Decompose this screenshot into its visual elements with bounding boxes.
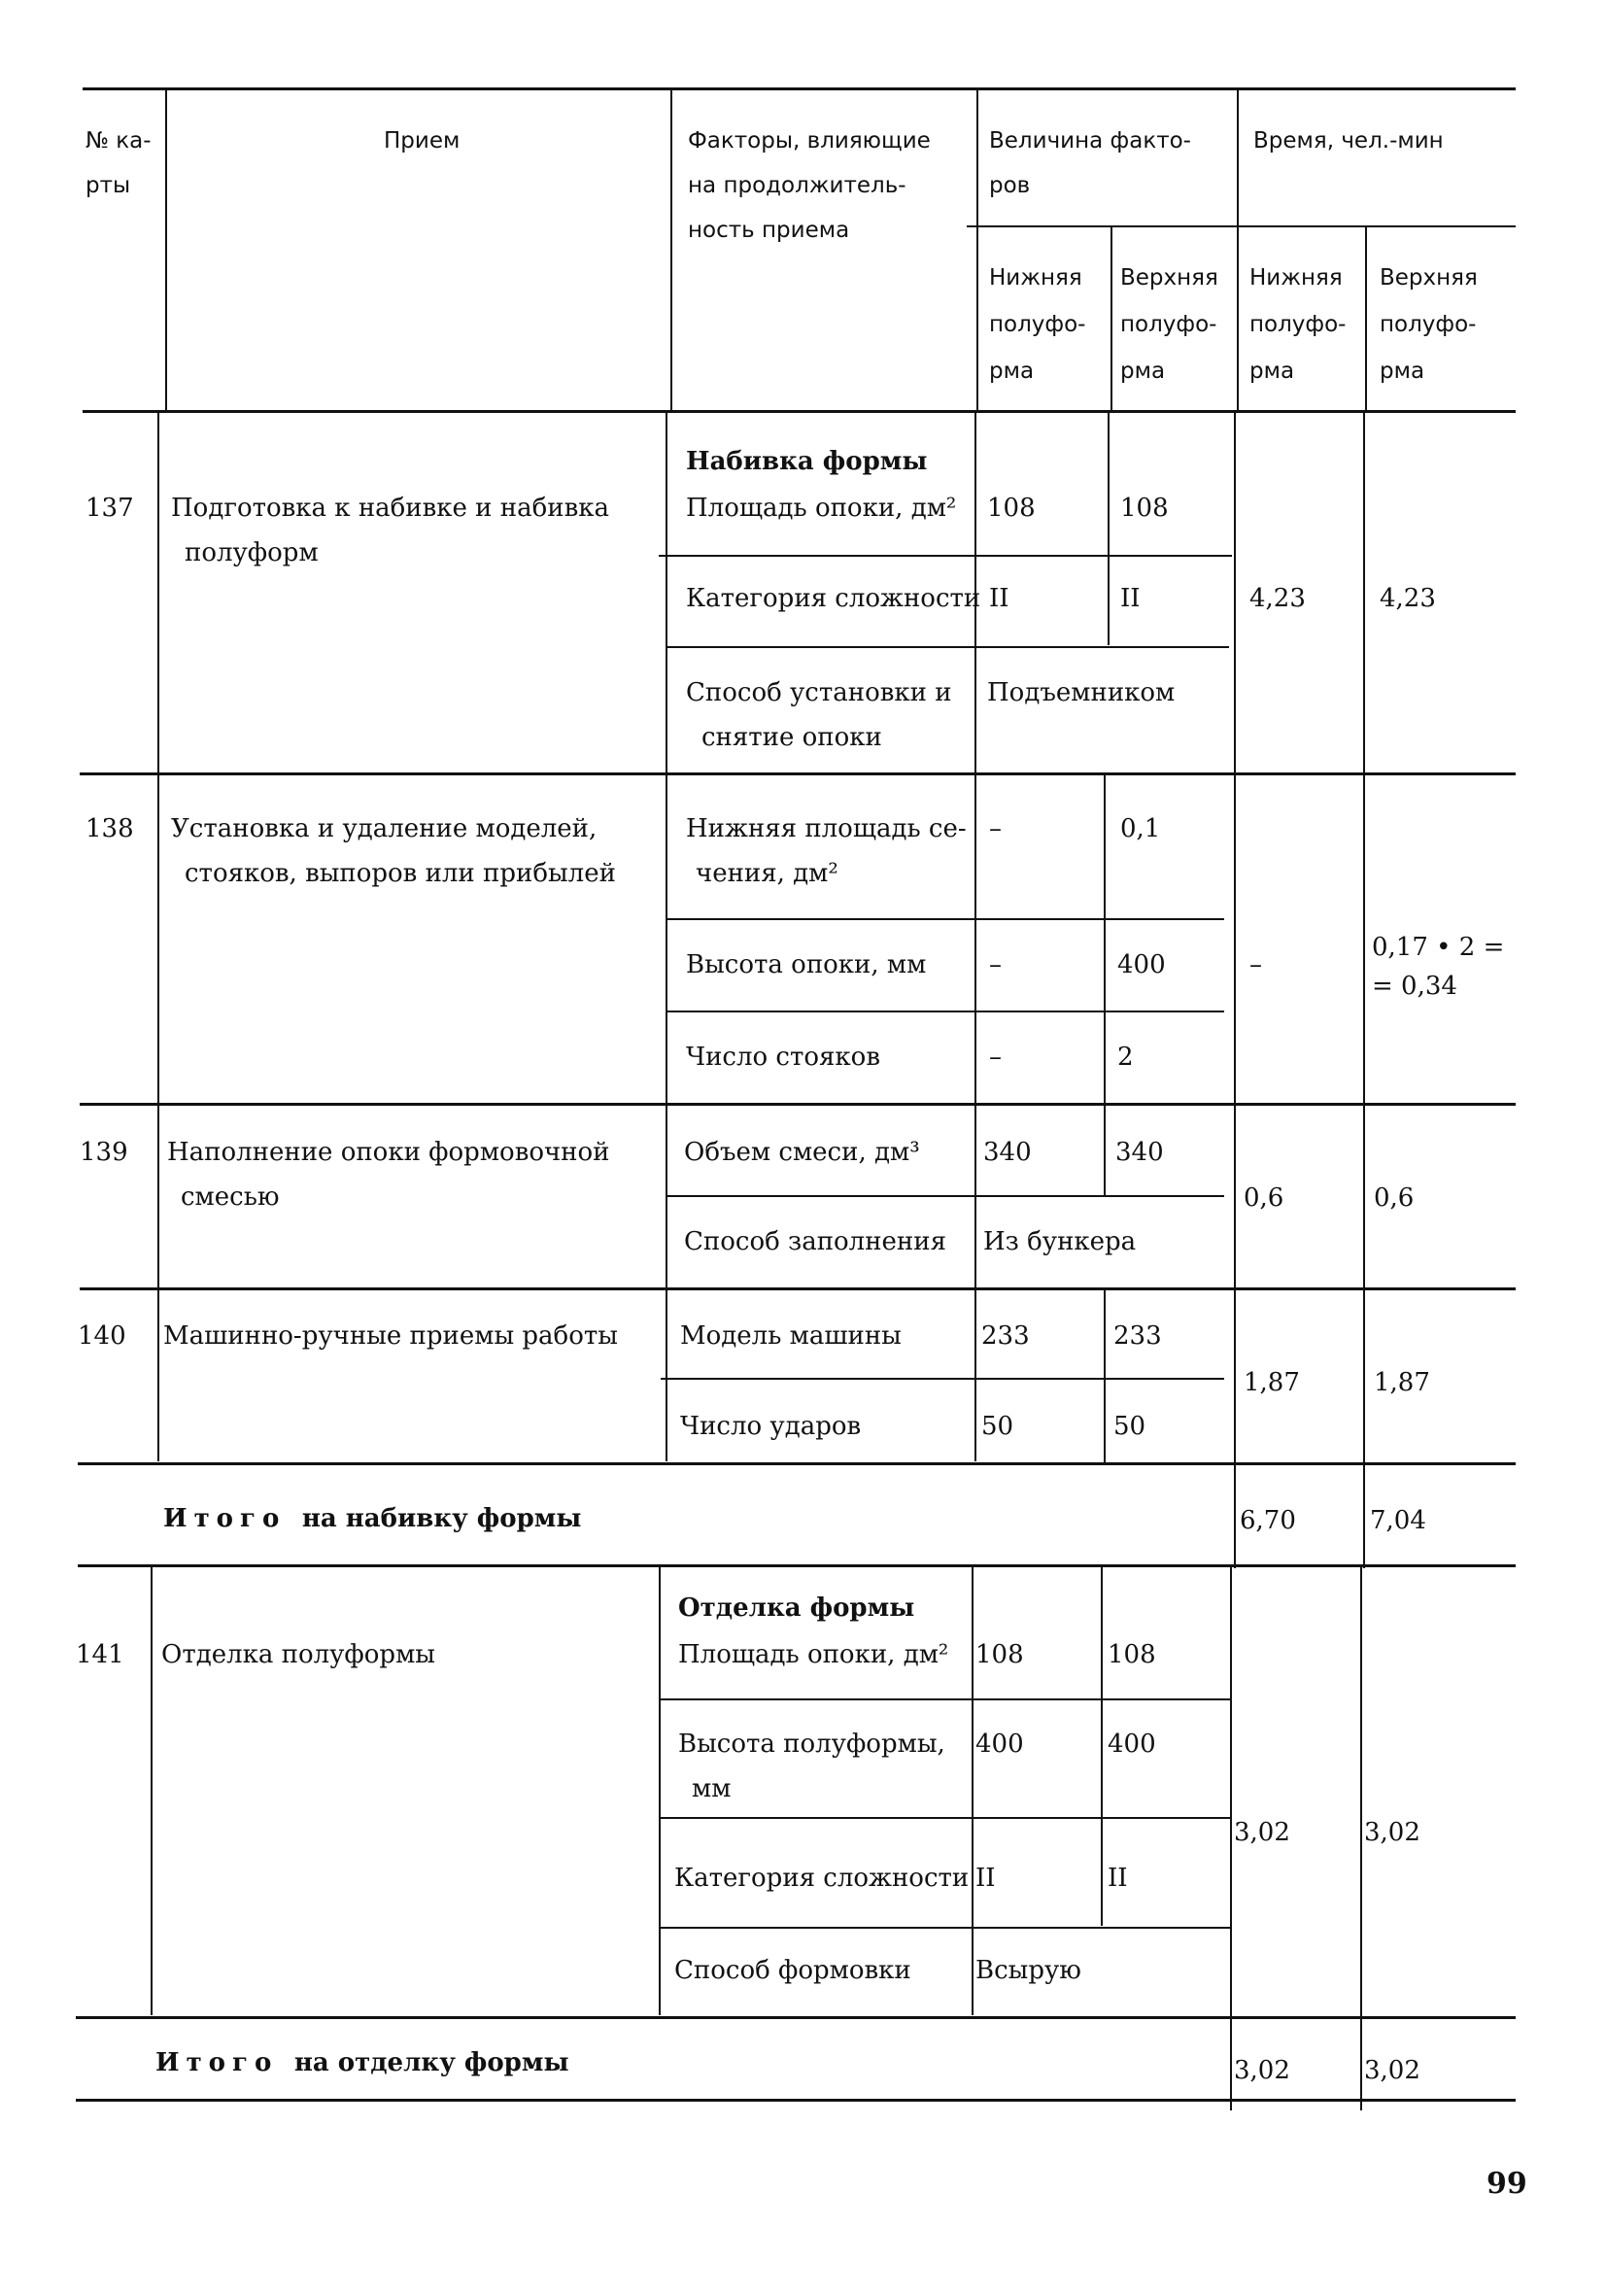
col-sep-4e [1101, 1566, 1103, 1926]
rule-bottom [76, 2099, 1516, 2102]
row-140-time-upper: 1,87 [1374, 1368, 1430, 1397]
rule-138-a [666, 918, 1224, 920]
header-value-upper: Верхняя полуфо- рма [1120, 265, 1218, 384]
row-141-factor-area: Площадь опоки, дм² [678, 1640, 949, 1669]
rule-137-a [659, 555, 1232, 557]
rule-140-end [78, 1462, 1516, 1465]
row-138-factor-height: Высота опоки, мм [686, 950, 927, 979]
rule-141-a [659, 1698, 1232, 1700]
row-138-factor-section: Нижняя площадь се- чения, дм² [686, 814, 967, 888]
section-title-packing: Набивка формы [686, 447, 928, 476]
rule-138-end [80, 1103, 1516, 1106]
col-sep-6b [1363, 412, 1365, 1568]
total-packing-lower: 6,70 [1240, 1506, 1296, 1535]
row-138-section-lower: – [989, 814, 1002, 843]
rule-139-end [80, 1287, 1516, 1290]
row-141-height-lower: 400 [975, 1730, 1024, 1759]
row-139-factor-volume: Объем смеси, дм³ [684, 1138, 920, 1167]
row-138-factor-risers: Число стояков [686, 1043, 880, 1072]
row-141-area-lower: 108 [975, 1640, 1024, 1669]
row-137-category-upper: II [1120, 584, 1141, 613]
row-139-time-lower: 0,6 [1244, 1183, 1284, 1213]
row-140-strikes-lower: 50 [981, 1412, 1014, 1441]
row-137-category-lower: II [989, 584, 1009, 613]
row-141-area-upper: 108 [1108, 1640, 1156, 1669]
rule-141-end [76, 2016, 1516, 2019]
col-sep-4d [1104, 1289, 1106, 1462]
row-139-factor-filling: Способ заполнения [684, 1227, 946, 1256]
col-sep-1 [165, 89, 167, 410]
rule-total1-end [78, 1564, 1516, 1567]
page-number: 99 [1486, 2167, 1527, 2201]
rule-top [83, 87, 1516, 90]
row-140-strikes-upper: 50 [1113, 1412, 1146, 1441]
row-140-time-lower: 1,87 [1244, 1368, 1300, 1397]
rule-138-b [666, 1011, 1224, 1012]
row-137-number: 137 [85, 494, 134, 523]
col-sep-5 [1237, 89, 1239, 410]
row-140-model-lower: 233 [981, 1321, 1030, 1351]
row-140-name: Машинно-ручные приемы работы [163, 1321, 618, 1351]
row-139-time-upper: 0,6 [1374, 1183, 1415, 1213]
row-141-molding-value: Всырую [975, 1956, 1081, 1985]
row-140-model-upper: 233 [1113, 1321, 1162, 1351]
total-packing-upper: 7,04 [1370, 1506, 1426, 1535]
col-sep-5c [1230, 1566, 1232, 2110]
total-finishing: Итого на отделку формы [155, 2048, 569, 2077]
header-time-lower: Нижняя полуфо- рма [1249, 265, 1347, 384]
col-sep-3 [976, 89, 978, 410]
col-sep-3d [972, 1566, 974, 2015]
row-141-height-upper: 400 [1108, 1730, 1156, 1759]
col-sep-6 [1365, 225, 1367, 410]
header-factors: Факторы, влияющие на продолжитель- ность приема [688, 128, 931, 243]
header-card-no: № ка- рты [85, 128, 152, 198]
total-finishing-upper: 3,02 [1364, 2056, 1420, 2085]
col-sep-1c [151, 1566, 153, 2015]
row-140-factor-strikes: Число ударов [680, 1412, 862, 1441]
section-title-finishing: Отделка формы [678, 1593, 915, 1623]
row-138-height-upper: 400 [1117, 950, 1166, 979]
row-138-time-lower: – [1249, 950, 1262, 979]
col-sep-5b [1234, 412, 1236, 1568]
col-sep-2 [670, 89, 672, 410]
row-141-name: Отделка полуформы [161, 1640, 435, 1669]
header-technique: Прием [384, 128, 461, 154]
header-time-upper: Верхняя полуфо- рма [1380, 265, 1478, 384]
row-137-factor-area: Площадь опоки, дм² [686, 494, 957, 523]
total-packing: Итого на набивку формы [163, 1504, 582, 1533]
row-141-factor-molding: Способ формовки [674, 1956, 911, 1985]
row-138-time-upper: 0,17 • 2 = = 0,34 [1372, 933, 1505, 1001]
total-finishing-lower: 3,02 [1234, 2056, 1290, 2085]
rule-header-bottom [83, 410, 1516, 413]
col-sep-4c [1104, 774, 1106, 1195]
header-time: Время, чел.-мин [1253, 128, 1444, 154]
col-sep-6c [1360, 1566, 1362, 2110]
row-141-factor-height: Высота полуформы, мм [678, 1730, 945, 1803]
row-138-number: 138 [85, 814, 134, 843]
header-factor-value: Величина факто- ров [989, 128, 1191, 198]
row-139-volume-lower: 340 [983, 1138, 1032, 1167]
rule-141-c [659, 1927, 1232, 1929]
row-140-factor-model: Модель машины [680, 1321, 902, 1351]
row-137-area-upper: 108 [1120, 494, 1169, 523]
row-137-method-value: Подъемником [987, 678, 1176, 707]
row-138-height-lower: – [989, 950, 1002, 979]
row-137-name: Подготовка к набивке и набивка полуформ [171, 494, 609, 567]
row-138-name: Установка и удаление моделей, стояков, выпоров или прибылей [171, 814, 616, 888]
row-139-name: Наполнение опоки формовочной смесью [167, 1138, 610, 1212]
row-141-number: 141 [76, 1640, 124, 1669]
row-141-time-lower: 3,02 [1234, 1818, 1290, 1847]
col-sep-2b [666, 412, 667, 1461]
col-sep-3c [974, 774, 976, 1461]
col-sep-4 [1111, 225, 1112, 410]
row-137-time-upper: 4,23 [1380, 584, 1436, 613]
row-139-volume-upper: 340 [1115, 1138, 1164, 1167]
header-value-lower: Нижняя полуфо- рма [989, 265, 1086, 384]
rule-141-b [659, 1817, 1232, 1819]
row-141-factor-category: Категория сложности [674, 1864, 970, 1893]
rule-139-a [666, 1195, 1224, 1197]
row-137-area-lower: 108 [987, 494, 1036, 523]
row-138-risers-lower: – [989, 1043, 1002, 1072]
row-138-section-upper: 0,1 [1120, 814, 1161, 843]
col-sep-2c [659, 1566, 661, 2015]
row-137-factor-category: Категория сложности [686, 584, 981, 613]
rule-header-sub [967, 225, 1516, 227]
row-138-risers-upper: 2 [1117, 1043, 1134, 1072]
row-139-filling-value: Из бункера [983, 1227, 1137, 1256]
row-141-category-upper: II [1108, 1864, 1128, 1893]
col-sep-1b [157, 412, 159, 1461]
col-sep-4b [1108, 412, 1110, 645]
row-137-factor-method: Способ установки и снятие опоки [686, 678, 952, 752]
rule-137-b [666, 646, 1229, 648]
row-137-time-lower: 4,23 [1249, 584, 1306, 613]
row-140-number: 140 [78, 1321, 126, 1351]
row-141-category-lower: II [975, 1864, 996, 1893]
rule-137-end [80, 772, 1516, 775]
row-139-number: 139 [80, 1138, 128, 1167]
rule-140-a [661, 1378, 1224, 1380]
row-141-time-upper: 3,02 [1364, 1818, 1420, 1847]
